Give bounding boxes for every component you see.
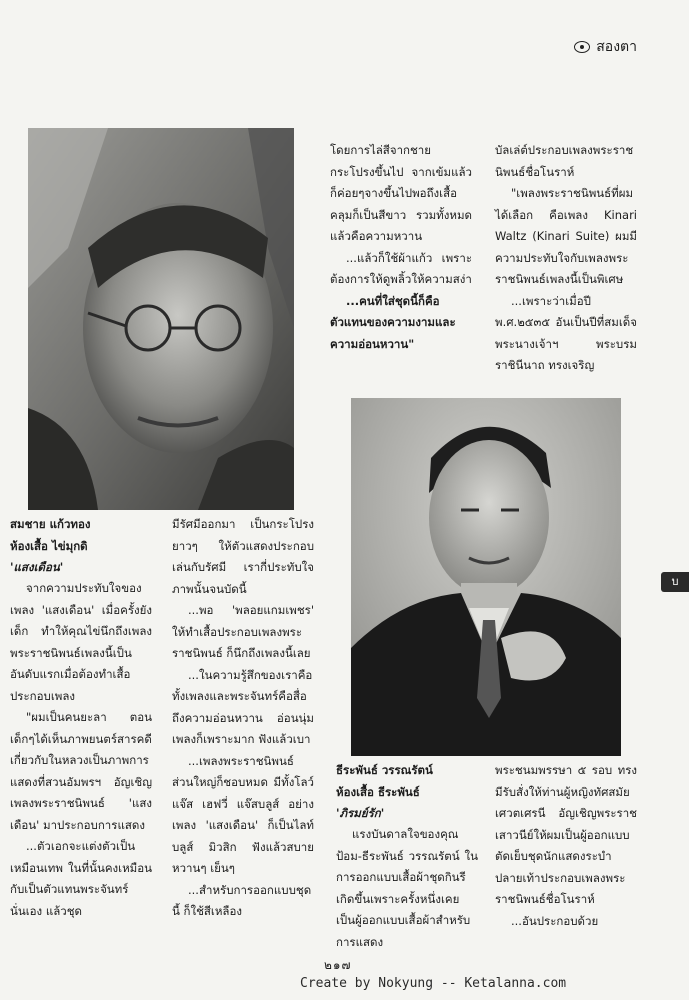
paragraph: ...ตัวเอกจะแต่งตัวเป็นเหมือนเทพ ในที่นั้นคงเหมือนกับเป็นตัวแทนพระจันทร์นั่นเอง แล้วชุด: [10, 839, 152, 918]
paragraph: แรงบันดาลใจของคุณป้อม-ธีระพันธ์ วรรณรัตน์ ในการออกแบบเสื้อผ้าชุดกินรี เกิดขึ้นเพราะครั้งหนึ่งเคยเป็นผู้ออกแบบเสื้อผ้าสำหรับการแสดง: [336, 827, 478, 949]
section-header: [574, 36, 637, 58]
paragraph: โดยการไล่สีจากชายกระโปรงขึ้นไป จากเข้มแล้วก็ค่อยๆจางขึ้นไปพอถึงเสื้อคลุมก็เป็นสีขาว รวมทั้งหมดแล้วคือความหวาน: [330, 143, 472, 243]
col4-bottom-text: [495, 760, 637, 932]
paragraph: ...สำหรับการออกแบบชุดนี้ ก็ใช้สีเหลือง: [172, 882, 312, 918]
quote-bold: ...คนที่ใส่ชุดนี้ก็คือตัวแทนของความงามและความอ่อนหวาน": [330, 293, 456, 351]
paragraph: ...เพราะว่าเมื่อปี พ.ศ.๒๕๓๕ อันเป็นปีที่สมเด็จพระนางเจ้าฯ พระบรมราชินีนาถ ทรงเจริญ: [495, 293, 637, 372]
paragraph: ...ในความรู้สึกของเราคือ ทั้งเพลงและพระจันทร์คือสื่อถึงความอ่อนหวาน อ่อนนุ่ม เพลงก็เพราะมาก ฟังแล้วเบา: [172, 667, 314, 746]
caption-theerapan: [336, 760, 478, 825]
photo-theerapan: [351, 398, 621, 756]
work-title: 'ภิรมย์รัก': [336, 806, 385, 820]
designer-name: ธีระพันธ์ วรรณรัตน์: [336, 763, 433, 777]
page-number: ๒๑๗: [324, 958, 352, 972]
caption-somchai: [10, 514, 152, 579]
paragraph: "ผมเป็นคนยะลา ตอนเด็กๆได้เห็นภาพยนตร์สารคดีเกี่ยวกับในหลวงเป็นภาพการแสดงที่สวนอัมพรฯ อัญเชิญเพลงพระราชนิพนธ์ 'แสงเดือน' มาประกอบการแสดง: [10, 710, 152, 832]
shop-name: ห้องเสื้อ ไข่มุกดิ: [10, 538, 88, 553]
side-tab: บ: [661, 572, 689, 592]
col1-text: [10, 578, 152, 922]
col4-top-text: [495, 140, 637, 377]
col2-text: [172, 514, 314, 923]
photo-somchai: [28, 128, 294, 510]
section-title: สองตา: [596, 39, 637, 55]
paragraph: พระชนมพรรษา ๕ รอบ ทรงมีรับสั่งให้ท่านผู้หญิงทัศสมัย เศวตเศรนี อัญเชิญพระราชเสาวนีย์ให้ผมเป็นผู้ออกแบบตัดเย็บชุดนักแสดงระบำปลายเท้าประกอบเพลงพระราชนิพนธ์ชื่อโนราห์: [495, 763, 637, 906]
credit-line: Create by Nokyung -- Ketalanna.com: [300, 976, 567, 991]
paragraph: ...แล้วก็ใช้ผ้าแก้ว เพราะต้องการให้ดูพลิ้วให้ความสง่า: [330, 250, 472, 286]
col3-bottom-text: [336, 824, 478, 953]
paragraph: จากความประทับใจของเพลง 'แสงเดือน' เมื่อครั้งยังเด็ก ทำให้คุณไข่นึกถึงเพลงพระราชนิพนธ์เพลงนี้เป็นอันดับแรกเมื่อต้องทำเสื้อประกอบเพลง: [10, 581, 152, 703]
shop-name: ห้องเสื้อ ธีระพันธ์: [336, 784, 420, 799]
paragraph: ...อันประกอบด้วย: [511, 913, 599, 928]
paragraph: ...พอ 'พลอยแกมเพชร' ให้ทำเสื้อประกอบเพลงพระราชนิพนธ์ ก็นึกถึงเพลงนี้เลย: [172, 603, 314, 660]
paragraph: "เพลงพระราชนิพนธ์ที่ผมได้เลือก คือเพลง Kinari Waltz (Kinari Suite) ผมมีความประทับใจกับเพลงพระราชนิพนธ์เพลงนี้เป็นพิเศษ: [495, 186, 637, 286]
paragraph: บัลเล่ต์ประกอบเพลงพระราชนิพนธ์ชื่อโนราห์: [495, 143, 634, 179]
col3-top-text: [330, 140, 472, 355]
eye-icon: [574, 41, 590, 53]
designer-name: สมชาย แก้วทอง: [10, 517, 91, 531]
paragraph: มีรัศมีออกมา เป็นกระโปรงยาวๆ ให้ตัวแสดงประกอบเล่นกับรัศมี เรากี่ประทับใจภาพนั้นจนบัดนี้: [172, 517, 314, 596]
paragraph: ...เพลงพระราชนิพนธ์ส่วนใหญ่ก็ชอบหมด มีทั้งโลว์ แจ๊ส เฮฟวี่ แจ๊สบลูส์ อย่างเพลง 'แสงเดือน' ก็เป็นไลท์ บลูส์ มิวสิก ฟังแล้วสบาย หวานๆ เย็นๆ: [172, 753, 314, 875]
work-title: 'แสงเดือน': [10, 560, 64, 574]
